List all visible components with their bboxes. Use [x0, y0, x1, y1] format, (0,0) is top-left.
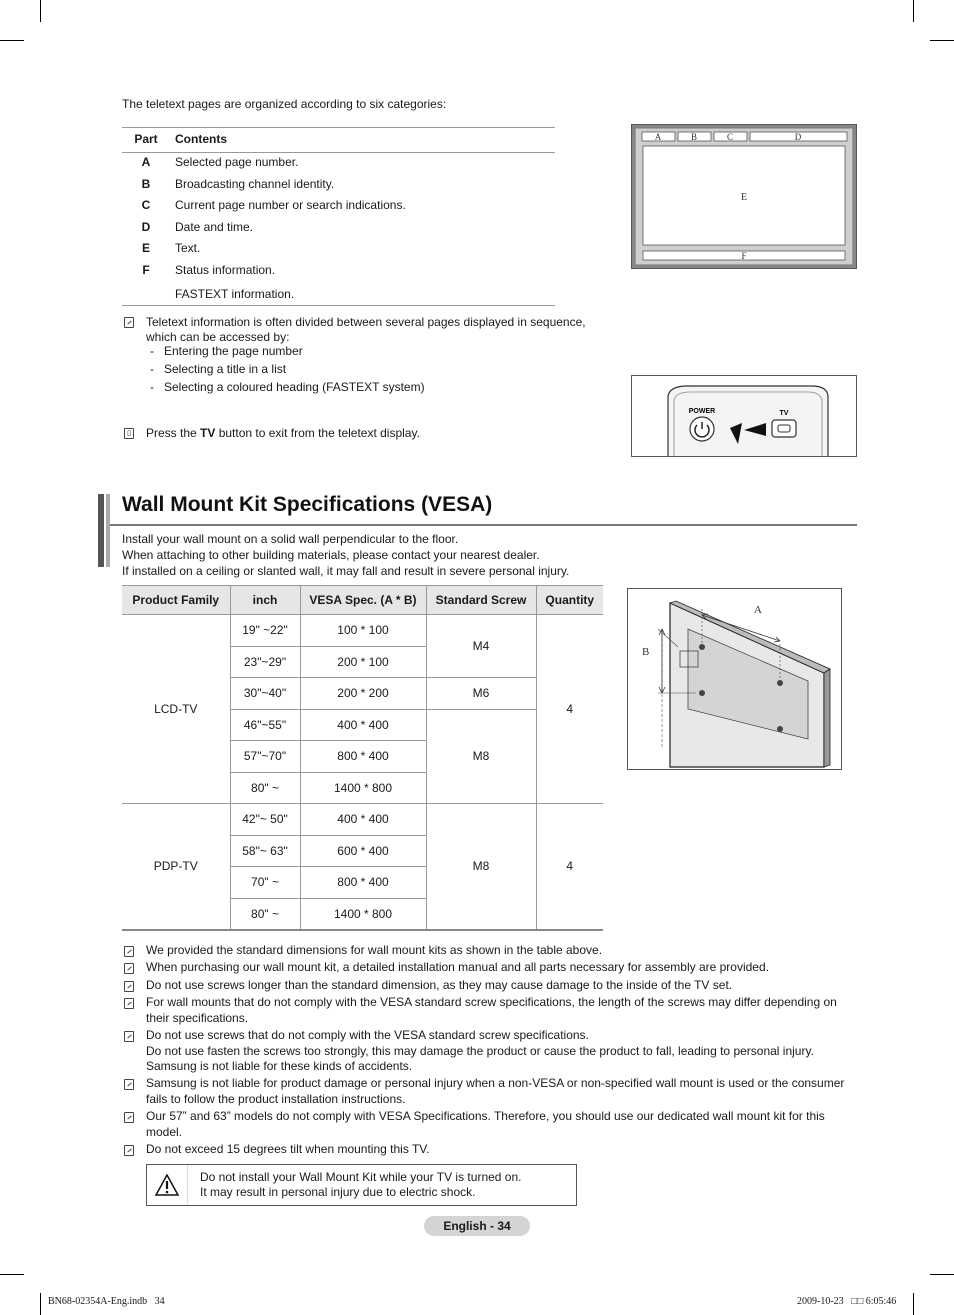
vesa-table: [122, 585, 603, 931]
note-icon: [124, 1079, 134, 1090]
table-row: [122, 287, 555, 303]
warning-divider: [187, 1165, 188, 1205]
table-rule-header: [122, 152, 555, 153]
wall-mount-diagram: [627, 588, 842, 770]
exit-note-post: button to exit from the teletext display.: [215, 426, 420, 440]
table-row: [122, 615, 603, 647]
header-standard-screw: Standard Screw: [426, 586, 536, 615]
section-title: Wall Mount Kit Specifications (VESA): [122, 493, 493, 516]
label-d: D: [794, 132, 802, 142]
table-row: [122, 804, 603, 836]
table-row: [122, 177, 555, 193]
teletext-screen-diagram: [631, 124, 857, 269]
family-cell: LCD-TV: [122, 615, 230, 804]
label-f: F: [741, 251, 747, 261]
crop-mark: [0, 40, 24, 41]
teletext-note: Teletext information is often divided between several pages displayed in sequence, which can be accessed by:: [146, 315, 586, 344]
row-part: E: [141, 241, 150, 255]
table-row: [122, 155, 555, 171]
screw-cell: M8: [426, 709, 536, 804]
table-row: [122, 263, 555, 279]
crop-mark: [913, 1293, 914, 1315]
vesa-cell: 1400 * 800: [300, 772, 426, 804]
inch-cell: 30"~40": [230, 678, 300, 710]
inch-cell: 57"~70": [230, 741, 300, 773]
press-icon: ▯: [124, 428, 134, 439]
quantity-cell: 4: [536, 615, 603, 804]
note-text: Do not exceed 15 degrees tilt when mounting this TV.: [146, 1142, 430, 1156]
exit-note-pre: Press the: [146, 426, 201, 440]
table-row: [122, 220, 555, 236]
crop-mark: [930, 40, 954, 41]
power-label: POWER: [688, 408, 716, 415]
note-icon: [124, 1112, 134, 1123]
note-icon: [124, 946, 134, 957]
header-product-family: Product Family: [122, 586, 230, 615]
section-underline: [110, 524, 857, 526]
inch-cell: 58"~ 63": [230, 835, 300, 867]
row-contents: Date and time.: [175, 220, 254, 234]
warning-icon: [155, 1174, 179, 1196]
crop-mark: [40, 0, 41, 22]
row-contents: Text.: [175, 241, 201, 255]
crop-mark: [913, 0, 914, 22]
note-text: When purchasing our wall mount kit, a detailed installation manual and all parts necessary for assembly are provided.: [146, 960, 769, 974]
section-bar-1: [98, 494, 104, 567]
row-contents: Selected page number.: [175, 155, 299, 169]
note-icon: [124, 317, 134, 328]
tv-label: TV: [779, 410, 789, 417]
inch-cell: 80" ~: [230, 898, 300, 930]
row-part: D: [141, 220, 151, 234]
vesa-cell: 400 * 400: [300, 804, 426, 836]
crop-mark: [930, 1274, 954, 1275]
header-quantity: Quantity: [536, 586, 603, 615]
vesa-cell: 1400 * 800: [300, 898, 426, 930]
row-contents: Current page number or search indications.: [175, 198, 406, 212]
vesa-cell: 200 * 200: [300, 678, 426, 710]
crop-mark: [40, 1293, 41, 1315]
row-contents: FASTEXT information.: [175, 287, 295, 301]
row-part: C: [141, 198, 151, 212]
table-row: [122, 241, 555, 257]
warning-line: Do not install your Wall Mount Kit while your TV is turned on.: [200, 1170, 522, 1184]
note-icon: [124, 981, 134, 992]
page-label: English - 34: [424, 1216, 530, 1236]
note-text: Do not use screws that do not comply with the VESA standard screw specifications.: [146, 1028, 589, 1042]
note-icon: [124, 998, 134, 1009]
inch-cell: 46"~55": [230, 709, 300, 741]
vesa-cell: 600 * 400: [300, 835, 426, 867]
vesa-cell: 100 * 100: [300, 615, 426, 647]
warning-box: [146, 1164, 577, 1206]
exit-note: [146, 426, 420, 441]
note-text: Our 57” and 63” models do not comply with VESA Specifications. Therefore, you should use our dedicated wall mount kit for this model.: [146, 1109, 825, 1139]
warning-line: It may result in personal injury due to electric shock.: [200, 1185, 476, 1199]
row-contents: Broadcasting channel identity.: [175, 177, 335, 191]
footer-right: 2009-10-23 □□ 6:05:46: [797, 1296, 897, 1307]
label-b: B: [642, 646, 650, 658]
list-item-text: Selecting a coloured heading (FASTEXT system): [164, 380, 425, 394]
header-contents: Contents: [175, 132, 227, 146]
note-icon: [124, 1145, 134, 1156]
exit-note-bold: TV: [200, 426, 216, 440]
label-c: C: [726, 132, 734, 142]
note-text: For wall mounts that do not comply with the VESA standard screw specifications, the length of the screws may differ depending on their specifications.: [146, 995, 837, 1025]
section-bar-2: [106, 494, 110, 567]
note-text: We provided the standard dimensions for wall mount kits as shown in the table above.: [146, 943, 603, 957]
header-inch: inch: [230, 586, 300, 615]
note-icon: [124, 963, 134, 974]
section-intro-line: Install your wall mount on a solid wall perpendicular to the floor.: [122, 532, 459, 546]
crop-mark: [0, 1274, 24, 1275]
inch-cell: 42"~ 50": [230, 804, 300, 836]
quantity-cell: 4: [536, 804, 603, 930]
screw-cell: M4: [426, 615, 536, 678]
screw-cell: M6: [426, 678, 536, 710]
section-intro-line: If installed on a ceiling or slanted wall, it may fall and result in severe personal injury.: [122, 564, 570, 578]
header-vesa-spec: VESA Spec. (A * B): [300, 586, 426, 615]
note-text: Do not use fasten the screws too strongly, this may damage the product or cause the product to fall, leading to personal injury.: [146, 1044, 814, 1058]
screw-cell: M8: [426, 804, 536, 930]
vesa-cell: 800 * 400: [300, 867, 426, 899]
inch-cell: 70" ~: [230, 867, 300, 899]
label-a: A: [754, 604, 762, 616]
family-cell: PDP-TV: [122, 804, 230, 930]
vesa-cell: 400 * 400: [300, 709, 426, 741]
section-intro-line: When attaching to other building materials, please contact your nearest dealer.: [122, 548, 540, 562]
row-part: A: [141, 155, 151, 169]
intro-text: The teletext pages are organized according to six categories:: [122, 97, 447, 111]
header-part: Part: [134, 132, 158, 146]
table-header-row: [122, 586, 603, 615]
row-part: B: [141, 177, 151, 191]
remote-svg: [632, 376, 857, 457]
note-text: Do not use screws longer than the standard dimension, as they may cause damage to the inside of the TV set.: [146, 978, 733, 992]
list-item-text: Selecting a title in a list: [164, 362, 287, 376]
label-e: E: [740, 192, 748, 203]
inch-cell: 80" ~: [230, 772, 300, 804]
table-rule-top: [122, 127, 555, 128]
list-item: - Entering the page number: [150, 344, 303, 358]
label-a: A: [654, 132, 662, 142]
vesa-cell: 800 * 400: [300, 741, 426, 773]
inch-cell: 19" ~22": [230, 615, 300, 647]
inch-cell: 23"~29": [230, 646, 300, 678]
table-row: [122, 198, 555, 214]
note-icon: [124, 1031, 134, 1042]
footer-left: BN68-02354A-Eng.indb 34: [48, 1296, 165, 1307]
table-header: [122, 132, 555, 148]
row-contents: Status information.: [175, 263, 276, 277]
wall-mount-svg: [628, 589, 841, 769]
list-item: - Selecting a coloured heading (FASTEXT system): [150, 380, 425, 394]
table-rule-bottom: [122, 305, 555, 306]
note-text: Samsung is not liable for product damage or personal injury when a non-VESA or non-specified wall mount is used or the consumer fails to follow the product installation instructions.: [146, 1076, 845, 1106]
note-text: Samsung is not liable for these kinds of accidents.: [146, 1059, 413, 1073]
list-item-text: Entering the page number: [164, 344, 303, 358]
vesa-cell: 200 * 100: [300, 646, 426, 678]
remote-illustration: [631, 375, 857, 457]
list-item: - Selecting a title in a list: [150, 362, 287, 376]
row-part: F: [142, 263, 150, 277]
label-b: B: [690, 132, 698, 142]
